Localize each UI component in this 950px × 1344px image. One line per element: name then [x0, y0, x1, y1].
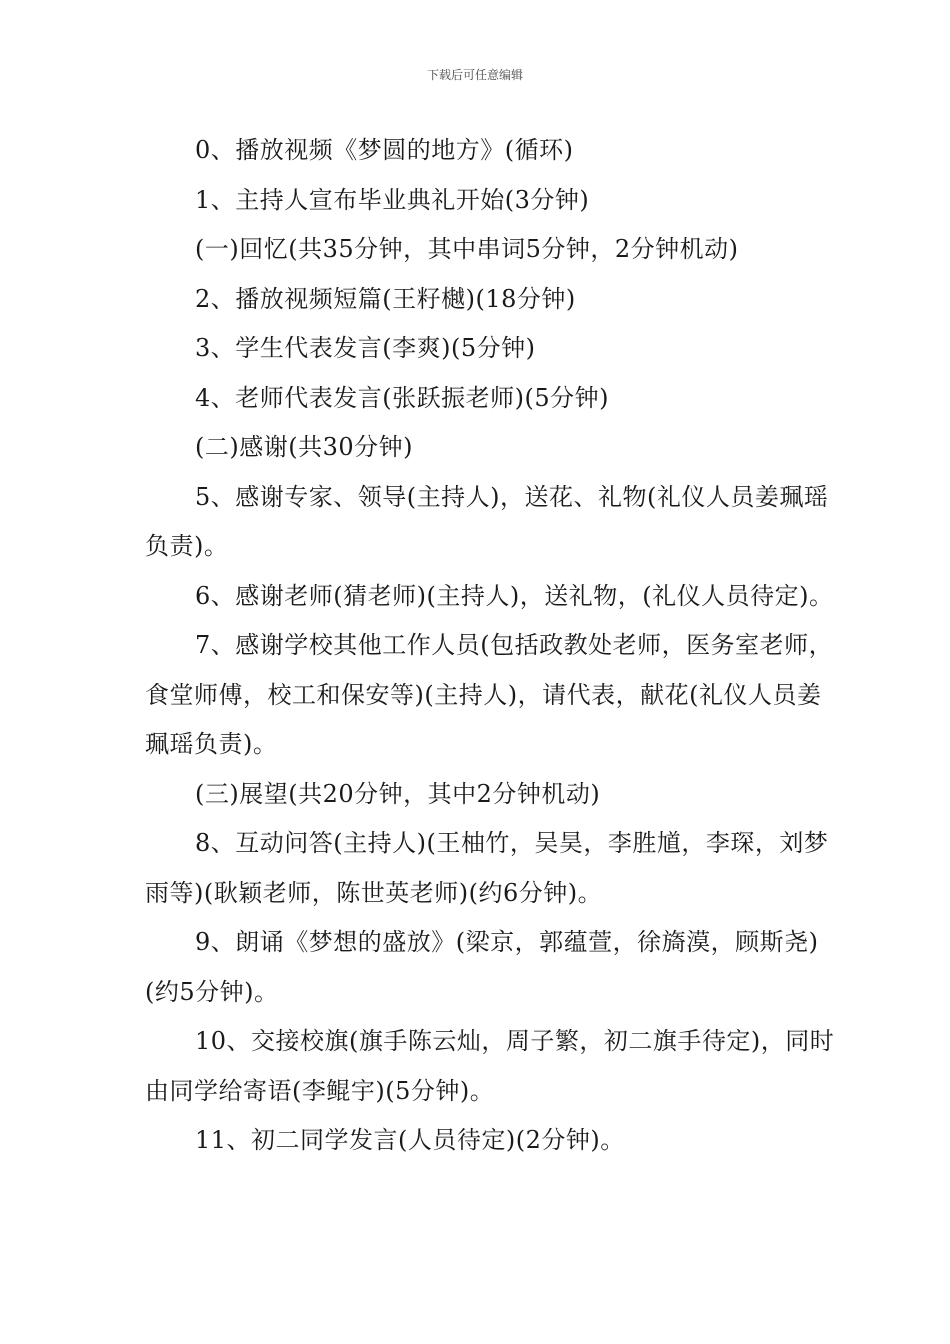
program-item: 7、感谢学校其他工作人员(包括政教处老师，医务室老师，食堂师傅，校工和保安等)(主持人)，请代表，献花(礼仪人员姜珮瑶负责)。 [145, 631, 834, 758]
section-heading: (二)感谢(共30分钟) [195, 433, 413, 461]
page-header: 下载后可任意编辑 [426, 68, 523, 82]
program-item: 2、播放视频短篇(王籽樾)(18分钟) [195, 284, 576, 313]
program-item: 0、播放视频《梦圆的地方》(循环) [195, 136, 574, 164]
program-item: 8、互动问答(主持人)(王柚竹，吴昊，李胜馗，李琛，刘梦雨等)(耿颖老师，陈世英老师)(约6分钟)。 [145, 829, 829, 907]
program-item: 10、交接校旗(旗手陈云灿，周子繁，初二旗手待定)，同时由同学给寄语(李鲲宇)(5分钟)。 [145, 1027, 835, 1105]
program-item: 4、老师代表发言(张跃振老师)(5分钟) [195, 383, 609, 412]
document-body [145, 126, 835, 1166]
section-heading: (一)回忆(共35分钟，其中串词5分钟，2分钟机动) [195, 235, 739, 263]
program-item: 9、朗诵《梦想的盛放》(梁京，郭蕴萱，徐旖漠，顾斯尧)(约5分钟)。 [145, 928, 819, 1006]
section-heading: (三)展望(共20分钟，其中2分钟机动) [195, 779, 601, 808]
program-item: 5、感谢专家、领导(主持人)，送花、礼物(礼仪人员姜珮瑶负责)。 [145, 482, 829, 560]
program-item: 6、感谢老师(猜老师)(主持人)，送礼物，(礼仪人员待定)。 [195, 581, 834, 610]
program-item: 1、主持人宣布毕业典礼开始(3分钟) [195, 185, 590, 214]
program-item: 11、初二同学发言(人员待定)(2分钟)。 [195, 1126, 625, 1154]
program-item: 3、学生代表发言(李爽)(5分钟) [195, 334, 536, 362]
